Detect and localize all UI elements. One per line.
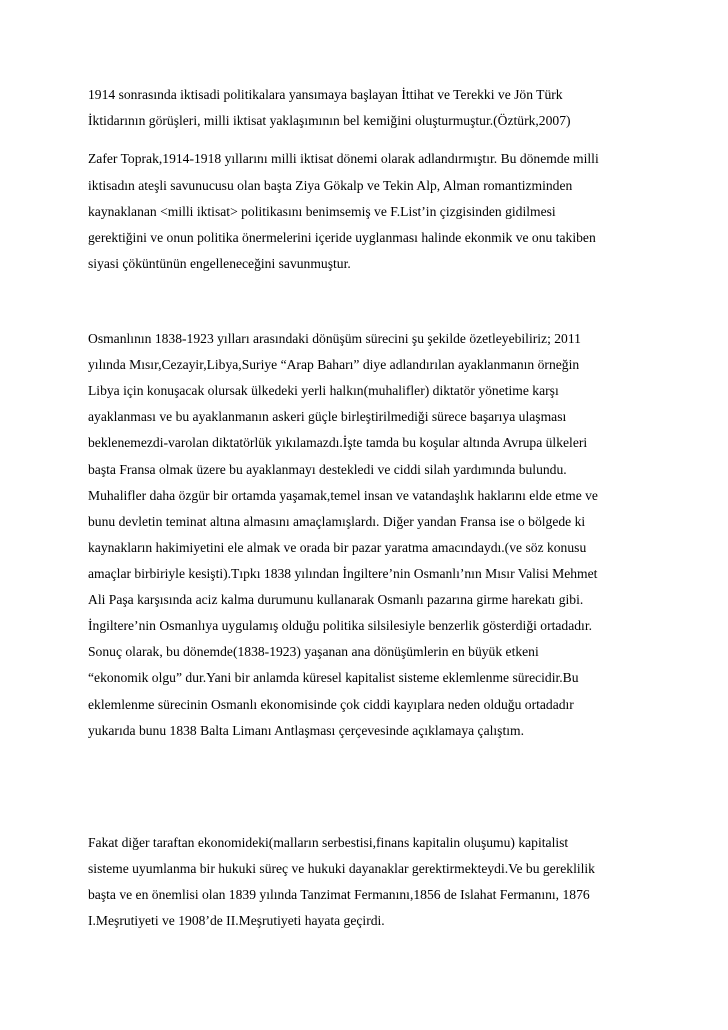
paragraph-3-line-6: başta Fransa olmak üzere bu ayaklanmayı destekledi ve ciddi silah yardımında bulundu. [88,462,567,477]
paragraph-3-line-5: beklenemezdi-varolan diktatörlük yıkılamazdı.İşte tamda bu koşular altında Avrupa ülkeleri [88,435,588,450]
paragraph-2-line-1: Zafer Toprak,1914-1918 yıllarını milli iktisat dönemi olarak adlandırmıştır. Bu dönemde milli [88,151,599,166]
paragraph-4-line-1: Fakat diğer taraftan ekonomideki(malların serbestisi,finans kapitalin oluşumu) kapitalist [88,835,569,850]
paragraph-3-line-2: yılında Mısır,Cezayir,Libya,Suriye “Arap Baharı” diye adlandırılan ayaklanmanın örneğin [88,357,580,372]
paragraph-3-line-15: eklemlenme sürecinin Osmanlı ekonomisinde çok ciddi kayıplara neden olduğu ortadadır [88,697,574,712]
paragraph-1-line-2: İktidarının görüşleri, milli iktisat yaklaşımının bel kemiğini oluşturmuştur.(Öztürk,2007) [88,113,571,128]
paragraph-3-line-12: İngiltere’nin Osmanlıya uygulamış olduğu politika silsilesiyle benzerlik gösterdiği ortadadır. [88,618,593,633]
paragraph-3-line-16: yukarıda bunu 1838 Balta Limanı Antlaşması çerçevesinde açıklamaya çalıştım. [88,723,524,738]
paragraph-3-line-9: kaynakların hakimiyetini ele almak ve orada bir pazar yaratma amacındaydı.(ve söz konusu [88,540,587,555]
paragraph-4-line-2: sisteme uyumlanma bir hukuki süreç ve hukuki dayanaklar gerektirmekteydi.Ve bu gereklilik [88,861,595,876]
paragraph-3-line-13: Sonuç olarak, bu dönemde(1838-1923) yaşanan ana dönüşümlerin en büyük etkeni [88,644,539,659]
paragraph-3-line-4: ayaklanması ve bu ayaklanmanın askeri güçle birleştirilmediği sürece başarıya ulaşması [88,409,567,424]
paragraph-2-line-5: siyasi çöküntünün engelleneceğini savunmuştur. [88,256,351,271]
paragraph-2-line-3: kaynaklanan <milli iktisat> politikasını benimsemiş ve F.List’in çizgisinden gidilmesi [88,204,556,219]
paragraph-4-line-4: I.Meşrutiyeti ve 1908’de II.Meşrutiyeti hayata geçirdi. [88,913,385,928]
paragraph-3-line-10: amaçlar birbiriyle kesişti).Tıpkı 1838 yılından İngiltere’nin Osmanlı’nın Mısır Valisi Mehmet [88,566,598,581]
paragraph-2-line-2: iktisadın ateşli savunucusu olan başta Ziya Gökalp ve Tekin Alp, Alman romantizminden [88,178,573,193]
paragraph-3-line-11: Ali Paşa karşısında aciz kalma durumunu kullanarak Osmanlı pazarına girme harekatı gibi. [88,592,584,607]
paragraph-4-line-3: başta ve en önemlisi olan 1839 yılında Tanzimat Fermanını,1856 de Islahat Fermanını, 1876 [88,887,590,902]
paragraph-1-line-1: 1914 sonrasında iktisadi politikalara yansımaya başlayan İttihat ve Terekki ve Jön Türk [88,87,563,102]
paragraph-3-line-14: “ekonomik olgu” dur.Yani bir anlamda küresel kapitalist sisteme eklemlenme sürecidir.Bu [88,670,579,685]
paragraph-2-line-4: gerektiğini ve onun politika önermelerini içeride uyglanması halinde ekonmik ve onu takiben [88,230,596,245]
paragraph-3-line-3: Libya için konuşacak olursak ülkedeki yerli halkın(muhalifler) diktatör yönetime karşı [88,383,559,398]
paragraph-3-line-8: bunu devletin teminat altına almasını amaçlamışlardı. Diğer yandan Fransa ise o bölgede ki [88,514,586,529]
paragraph-3-line-1: Osmanlının 1838-1923 yılları arasındaki dönüşüm sürecini şu şekilde özetleyebiliriz; 2011 [88,331,581,346]
paragraph-3-line-7: Muhalifler daha özgür bir ortamda yaşamak,temel insan ve vatandaşlık haklarını elde etme ve [88,488,598,503]
